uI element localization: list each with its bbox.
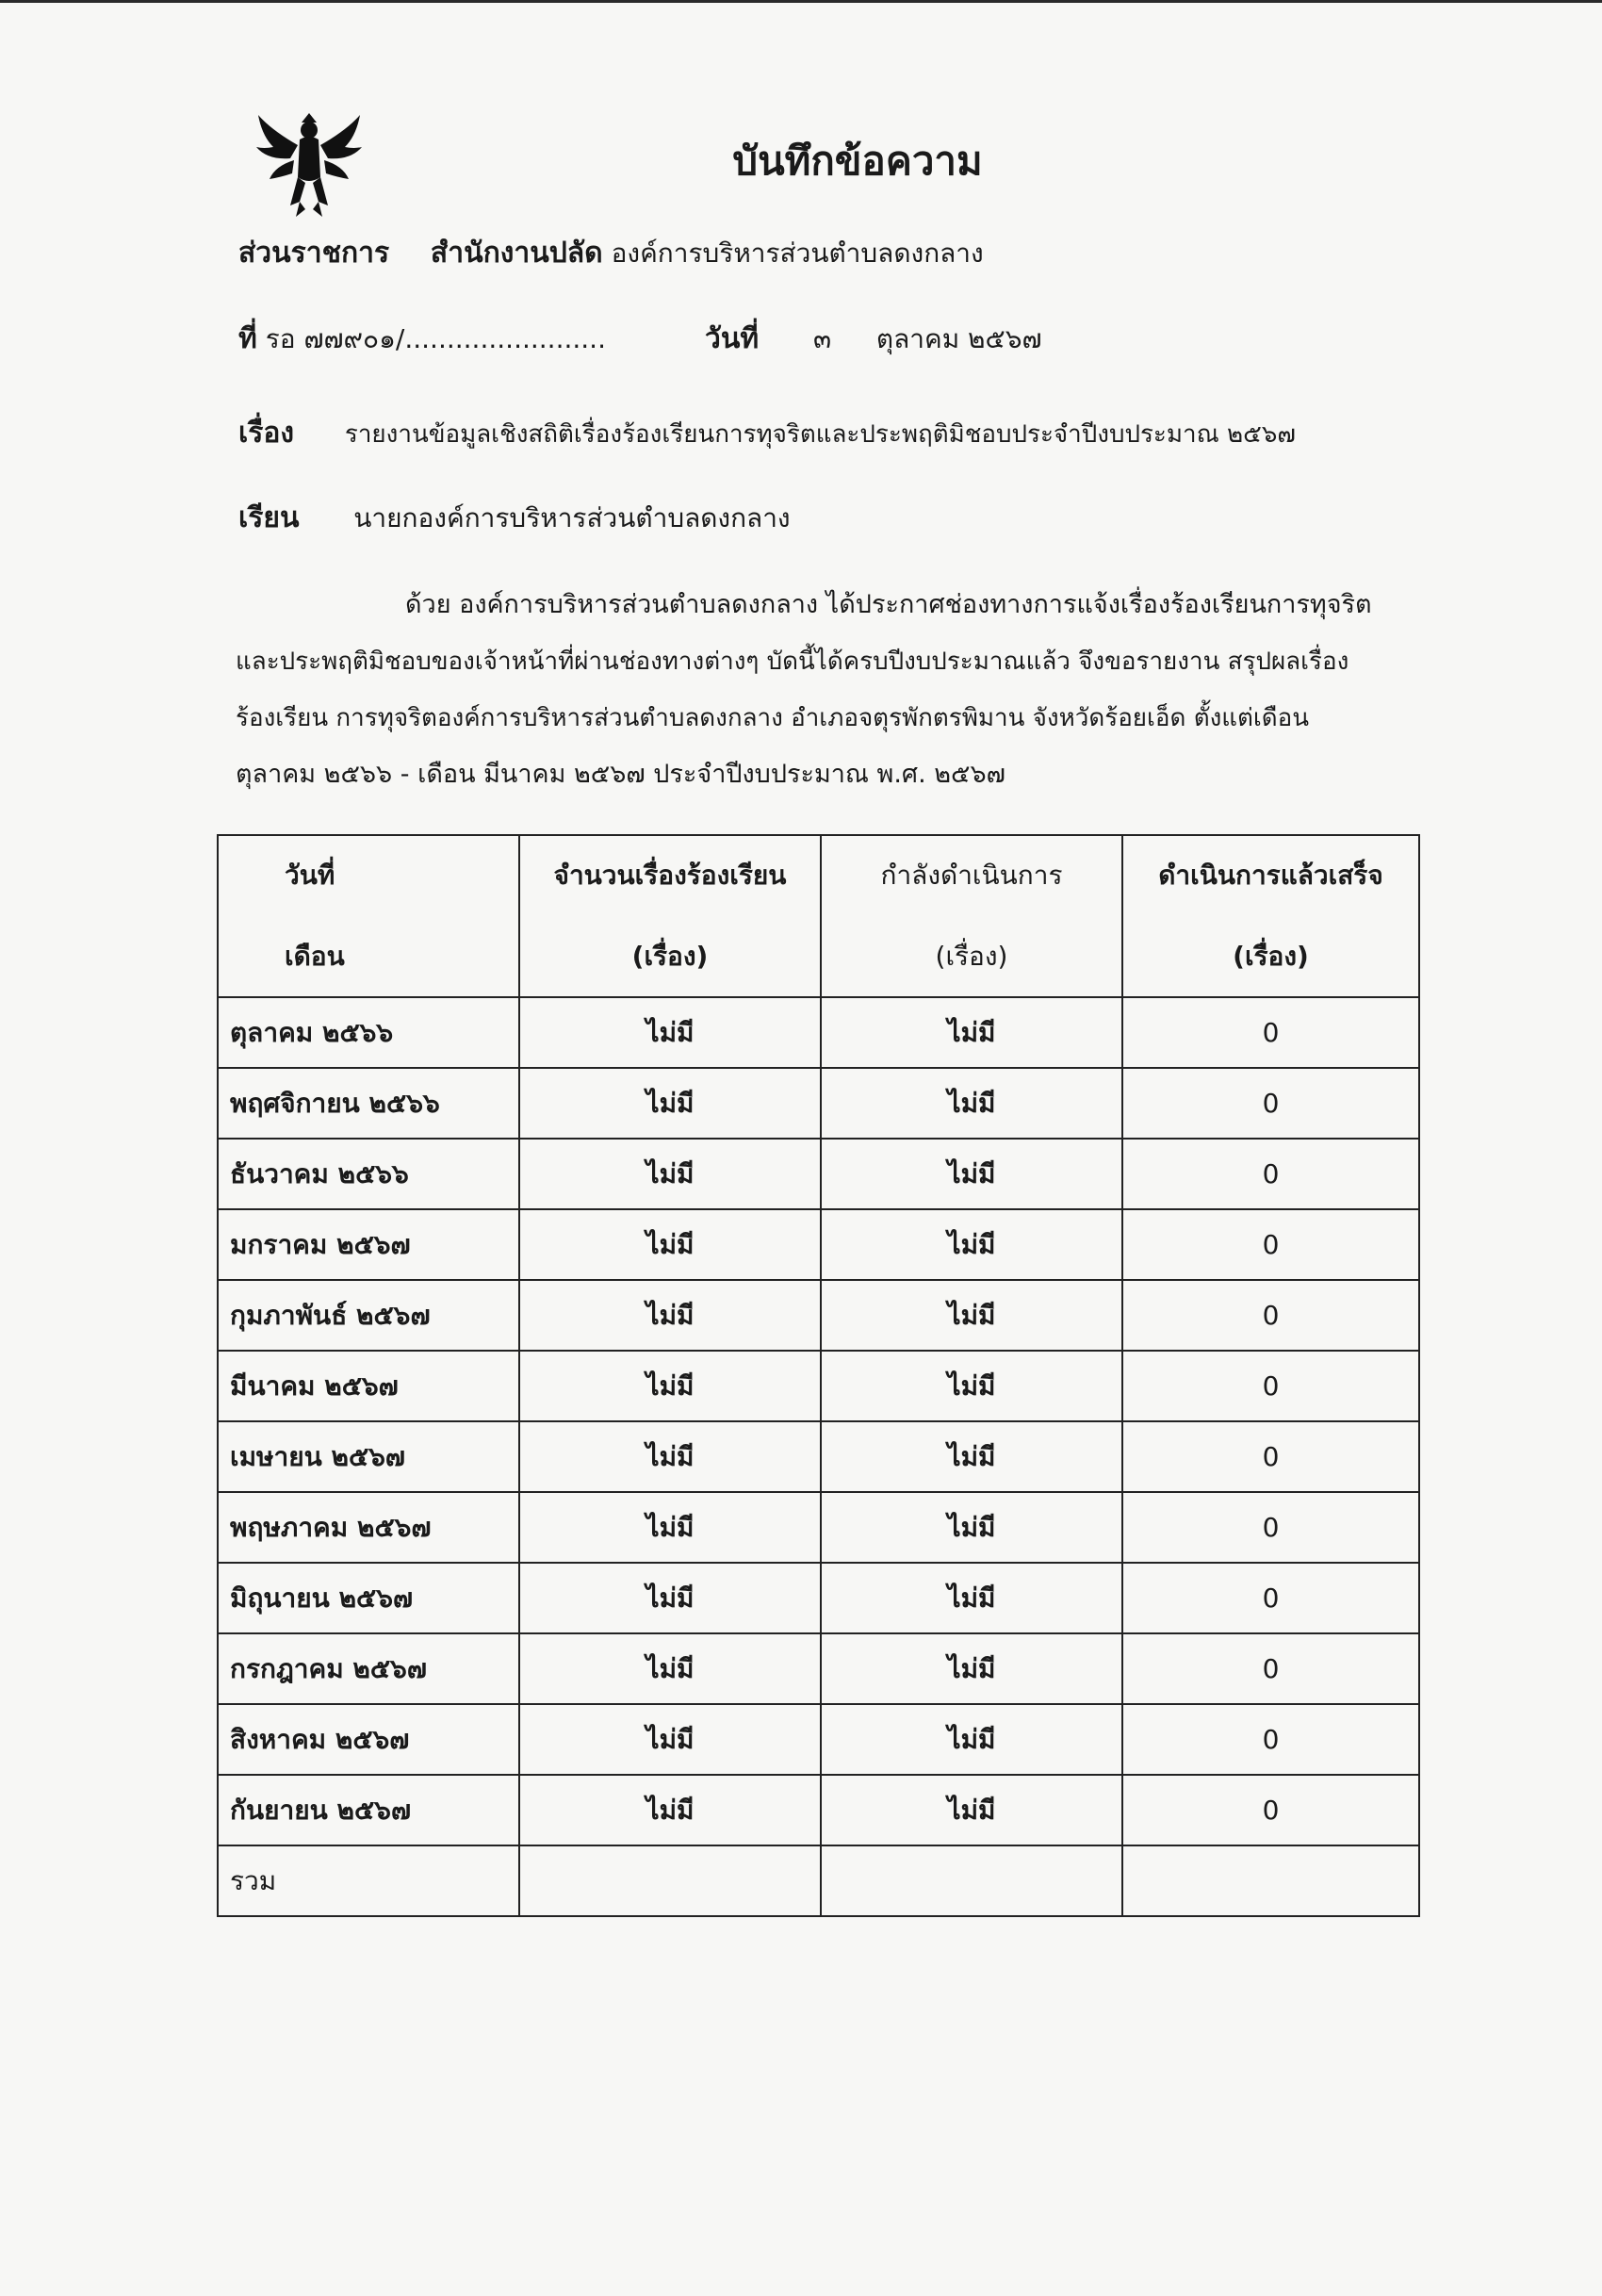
row-month: เมษายน ๒๕๖๗ bbox=[218, 1421, 519, 1492]
row-month: มีนาคม ๒๕๖๗ bbox=[218, 1351, 519, 1421]
row-completed: 0 bbox=[1122, 1209, 1419, 1280]
total-in-progress bbox=[821, 1845, 1122, 1916]
table-row bbox=[218, 1492, 1419, 1563]
row-month: ตุลาคม ๒๕๖๖ bbox=[218, 997, 519, 1068]
reference-number: รอ ๗๗๙๐๑/........................ bbox=[265, 323, 606, 354]
row-complaints: ไม่มี bbox=[519, 1563, 821, 1633]
row-complaints: ไม่มี bbox=[519, 997, 821, 1068]
header-in-progress bbox=[821, 835, 1122, 997]
table-header-row bbox=[218, 835, 1419, 997]
row-complaints: ไม่มี bbox=[519, 1351, 821, 1421]
page-top-edge bbox=[0, 0, 1602, 3]
header-in-progress-bottom: (เรื่อง) bbox=[935, 941, 1008, 972]
row-completed: 0 bbox=[1122, 1633, 1419, 1704]
agency-office: สำนักงานปลัด bbox=[430, 237, 603, 270]
row-in-progress: ไม่มี bbox=[821, 1492, 1122, 1563]
table-row bbox=[218, 1421, 1419, 1492]
agency-line bbox=[238, 231, 984, 275]
row-completed: 0 bbox=[1122, 1492, 1419, 1563]
row-complaints: ไม่มี bbox=[519, 1633, 821, 1704]
row-completed: 0 bbox=[1122, 1421, 1419, 1492]
table-row bbox=[218, 1068, 1419, 1139]
row-in-progress: ไม่มี bbox=[821, 1633, 1122, 1704]
header-completed-bottom: (เรื่อง) bbox=[1233, 941, 1309, 972]
recipient-label: เรียน bbox=[238, 501, 300, 534]
row-in-progress: ไม่มี bbox=[821, 1351, 1122, 1421]
total-label: รวม bbox=[218, 1845, 519, 1916]
recipient-line bbox=[238, 496, 791, 540]
row-completed: 0 bbox=[1122, 1704, 1419, 1775]
reference-label: ที่ bbox=[238, 322, 257, 355]
date-day: ๓ bbox=[812, 323, 832, 354]
date-label: วันที่ bbox=[705, 322, 760, 355]
header-completed bbox=[1122, 835, 1419, 997]
memo-title: บันทึกข้อความ bbox=[732, 138, 983, 184]
row-in-progress: ไม่มี bbox=[821, 1563, 1122, 1633]
row-month: ธันวาคม ๒๕๖๖ bbox=[218, 1139, 519, 1209]
row-complaints: ไม่มี bbox=[519, 1775, 821, 1845]
row-month: กันยายน ๒๕๖๗ bbox=[218, 1775, 519, 1845]
header-month-bottom: เดือน bbox=[285, 941, 345, 972]
body-line: ร้องเรียน การทุจริตองค์การบริหารส่วนตำบลดงกลาง อำเภอจตุรพักตรพิมาน จังหวัดร้อยเอ็ด ตั้งแต่เดือน bbox=[236, 704, 1310, 732]
header-complaints-top: จำนวนเรื่องร้องเรียน bbox=[553, 860, 787, 891]
row-in-progress: ไม่มี bbox=[821, 1775, 1122, 1845]
row-month: สิงหาคม ๒๕๖๗ bbox=[218, 1704, 519, 1775]
row-complaints: ไม่มี bbox=[519, 1209, 821, 1280]
body-line: และประพฤติมิชอบของเจ้าหน้าที่ผ่านช่องทางต่างๆ บัดนี้ได้ครบปีงบประมาณแล้ว จึงขอรายงาน สรุปผลเรื่อง bbox=[236, 648, 1349, 676]
subject-label: เรื่อง bbox=[238, 417, 295, 450]
table-row bbox=[218, 1280, 1419, 1351]
table-row bbox=[218, 1633, 1419, 1704]
date-month-year: ตุลาคม ๒๕๖๗ bbox=[875, 323, 1042, 354]
row-completed: 0 bbox=[1122, 1563, 1419, 1633]
header-month-top: วันที่ bbox=[285, 860, 335, 891]
date-line bbox=[705, 317, 1042, 361]
table-row bbox=[218, 1563, 1419, 1633]
agency-organization: องค์การบริหารส่วนตำบลดงกลาง bbox=[611, 238, 984, 269]
row-completed: 0 bbox=[1122, 1280, 1419, 1351]
row-complaints: ไม่มี bbox=[519, 1139, 821, 1209]
total-row bbox=[218, 1845, 1419, 1916]
row-complaints: ไม่มี bbox=[519, 1068, 821, 1139]
total-completed bbox=[1122, 1845, 1419, 1916]
row-month: มกราคม ๒๕๖๗ bbox=[218, 1209, 519, 1280]
complaint-statistics-table bbox=[217, 834, 1420, 1917]
header-month bbox=[218, 835, 519, 997]
header-completed-top: ดำเนินการแล้วเสร็จ bbox=[1158, 860, 1383, 891]
recipient-text: นายกองค์การบริหารส่วนตำบลดงกลาง bbox=[353, 502, 791, 533]
subject-text: รายงานข้อมูลเชิงสถิติเรื่องร้องเรียนการทุจริตและประพฤติมิชอบประจำปีงบประมาณ ๒๕๖๗ bbox=[344, 420, 1296, 449]
row-in-progress: ไม่มี bbox=[821, 1704, 1122, 1775]
row-complaints: ไม่มี bbox=[519, 1492, 821, 1563]
row-month: พฤศจิกายน ๒๕๖๖ bbox=[218, 1068, 519, 1139]
table-row bbox=[218, 1351, 1419, 1421]
row-month: พฤษภาคม ๒๕๖๗ bbox=[218, 1492, 519, 1563]
row-completed: 0 bbox=[1122, 1775, 1419, 1845]
row-complaints: ไม่มี bbox=[519, 1280, 821, 1351]
table-row bbox=[218, 997, 1419, 1068]
table-row bbox=[218, 1209, 1419, 1280]
row-month: กุมภาพันธ์ ๒๕๖๗ bbox=[218, 1280, 519, 1351]
table-row bbox=[218, 1139, 1419, 1209]
row-completed: 0 bbox=[1122, 1139, 1419, 1209]
body-line: ด้วย องค์การบริหารส่วนตำบลดงกลาง ได้ประกาศช่องทางการแจ้งเรื่องร้องเรียนการทุจริต bbox=[405, 590, 1372, 619]
row-month: กรกฎาคม ๒๕๖๗ bbox=[218, 1633, 519, 1704]
body-line: ตุลาคม ๒๕๖๖ - เดือน มีนาคม ๒๕๖๗ ประจำปีงบประมาณ พ.ศ. ๒๕๖๗ bbox=[236, 760, 1005, 789]
row-month: มิถุนายน ๒๕๖๗ bbox=[218, 1563, 519, 1633]
total-complaints bbox=[519, 1845, 821, 1916]
subject-line bbox=[238, 411, 1296, 455]
header-in-progress-top: กำลังดำเนินการ bbox=[880, 860, 1063, 891]
table-row bbox=[218, 1704, 1419, 1775]
row-in-progress: ไม่มี bbox=[821, 1068, 1122, 1139]
row-in-progress: ไม่มี bbox=[821, 1280, 1122, 1351]
row-completed: 0 bbox=[1122, 1351, 1419, 1421]
row-complaints: ไม่มี bbox=[519, 1704, 821, 1775]
agency-label: ส่วนราชการ bbox=[238, 237, 390, 270]
table-row bbox=[218, 1775, 1419, 1845]
row-in-progress: ไม่มี bbox=[821, 1139, 1122, 1209]
memo-body bbox=[236, 577, 1414, 803]
row-in-progress: ไม่มี bbox=[821, 997, 1122, 1068]
row-completed: 0 bbox=[1122, 997, 1419, 1068]
row-in-progress: ไม่มี bbox=[821, 1421, 1122, 1492]
row-complaints: ไม่มี bbox=[519, 1421, 821, 1492]
reference-line bbox=[238, 317, 606, 361]
row-completed: 0 bbox=[1122, 1068, 1419, 1139]
header-complaints bbox=[519, 835, 821, 997]
row-in-progress: ไม่มี bbox=[821, 1209, 1122, 1280]
header-complaints-bottom: (เรื่อง) bbox=[631, 941, 709, 972]
